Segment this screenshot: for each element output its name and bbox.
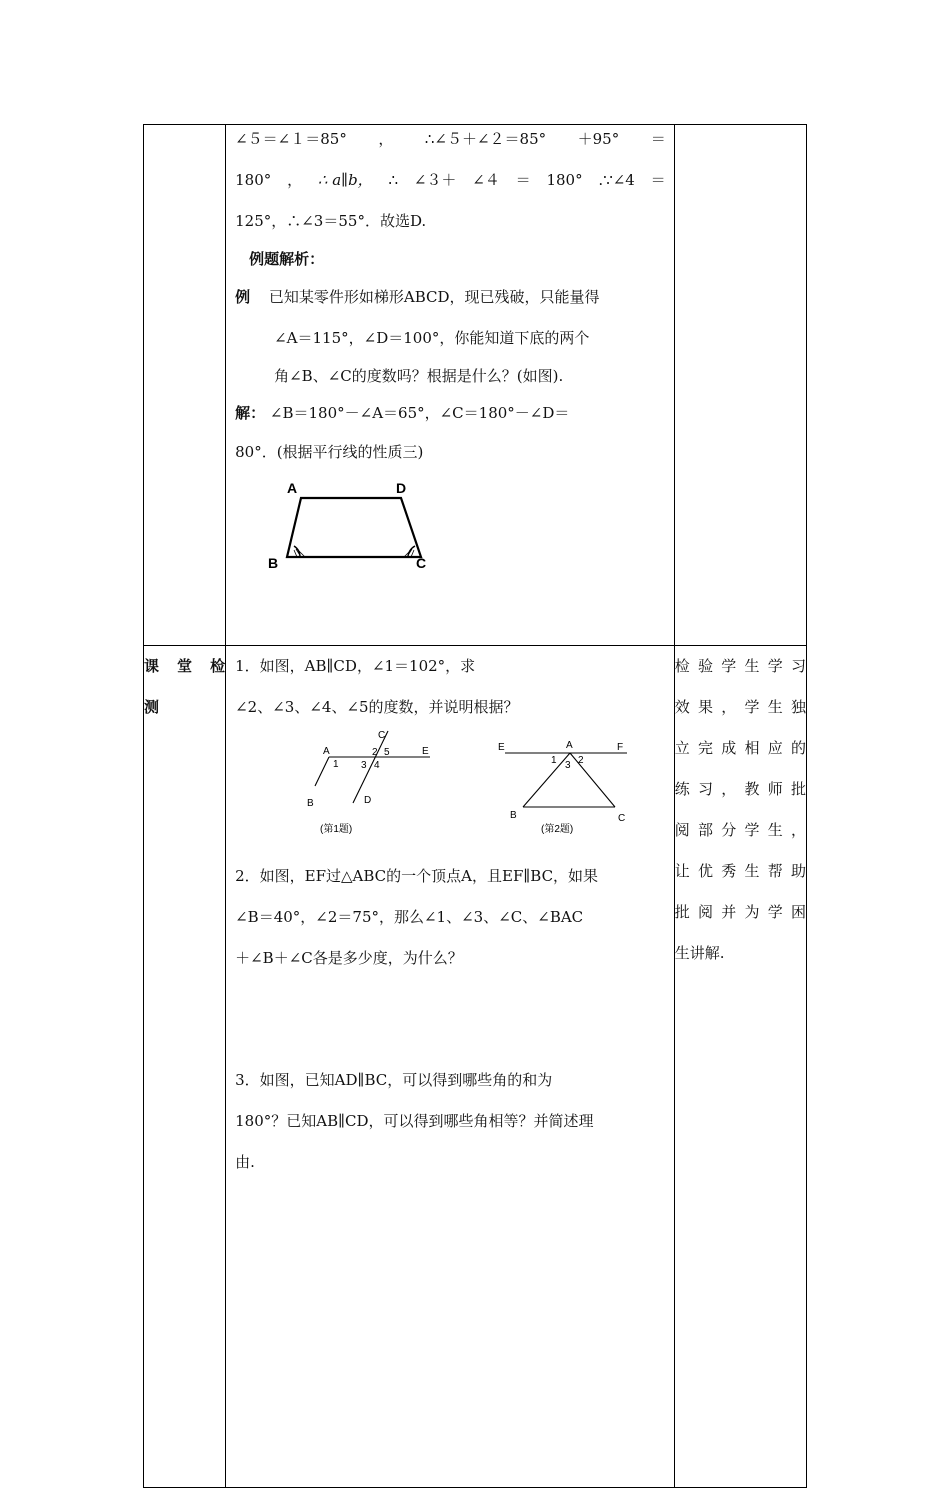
text-segment: 180° (235, 171, 272, 189)
notes-char: 教 (744, 780, 760, 798)
fig1-label-c: C (378, 730, 386, 741)
q2-line-3: ＋∠B＋∠C各是多少度，为什么？ (235, 949, 463, 967)
notes-char: 生 (744, 862, 760, 880)
notes-char: 秀 (721, 862, 737, 880)
trapezoid-shape (287, 498, 421, 557)
figure-2 (496, 728, 636, 846)
solution-label: 解： (235, 404, 266, 422)
trapezoid-figure (259, 480, 459, 580)
notes-last-row (675, 933, 806, 974)
q2-line-2: ∠B＝40°，∠2＝75°，那么∠1、∠3、∠C、∠BAC (235, 908, 584, 926)
notes-row (675, 687, 806, 728)
fig2-caption: (第2题) (541, 824, 574, 835)
vertex-a-label: A (287, 480, 298, 496)
figure-1 (292, 728, 452, 846)
label-char: 检 (210, 657, 226, 675)
text-segment: ＝ (650, 130, 666, 148)
notes-char: 验 (698, 657, 714, 675)
notes-char: 应 (767, 739, 783, 757)
notes-char: 相 (744, 739, 760, 757)
notes-char: 成 (721, 739, 737, 757)
example-line-1 (235, 276, 666, 318)
continued-solution-line-3: 125°，∴∠3＝55°．故选D. (235, 212, 427, 230)
notes-char: 分 (721, 821, 737, 839)
example-row (144, 125, 807, 646)
example-line-2: ∠A＝115°，∠D＝100°，你能知道下底的两个 (274, 329, 590, 347)
q2-line-1: 2．如图，EF过△ABC的一个顶点A，且EF∥BC，如果 (235, 867, 599, 885)
fig2-angle-2: 2 (578, 755, 584, 766)
text-segment: .∵∠4 (598, 171, 635, 189)
line-ab (523, 753, 570, 807)
text-segment: ， (287, 171, 303, 189)
notes-char: 生 (744, 657, 760, 675)
vertex-c-label: C (416, 555, 427, 571)
teaching-notes-cell (674, 646, 806, 1488)
notes-char: 独 (790, 698, 806, 716)
q1-line-2: ∠2、∠3、∠4、∠5的度数，并说明根据？ (235, 698, 519, 716)
notes-char: 生 (767, 698, 783, 716)
text-segment: 180° (546, 171, 583, 189)
exercises-cell (226, 646, 675, 1488)
exercise-figures (235, 728, 666, 850)
notes-char: 为 (744, 903, 760, 921)
fig1-angle-5: 5 (384, 747, 390, 758)
fig2-label-e: E (498, 742, 505, 753)
analysis-heading: 例题解析： (249, 250, 325, 268)
notes-char: 批 (790, 780, 806, 798)
notes-char: 困 (790, 903, 806, 921)
vertex-d-label: D (396, 480, 407, 496)
fig1-angle-3: 3 (361, 760, 367, 771)
example-line-3: 角∠B、∠C的度数吗？根据是什么？(如图). (274, 367, 564, 385)
notes-char: 学 (721, 657, 737, 675)
notes-row (675, 810, 806, 851)
notes-char: 完 (698, 739, 714, 757)
notes-char: 果 (698, 698, 714, 716)
text-segment: ∠４ (472, 171, 500, 189)
notes-char: 立 (674, 739, 690, 757)
text-segment: ， (378, 130, 394, 148)
class-check-row (144, 646, 807, 1488)
fig1-label-e: E (422, 746, 429, 757)
fig1-caption: (第1题) (320, 824, 353, 835)
notes-row (675, 892, 806, 933)
fig1-label-b: B (307, 798, 314, 809)
fig2-label-a: A (566, 740, 573, 751)
fig1-angle-1: 1 (333, 759, 339, 770)
text-segment: ∴ (388, 171, 399, 189)
notes-row (675, 728, 806, 769)
notes-char: 习 (698, 780, 714, 798)
notes-char: 效 (674, 698, 690, 716)
notes-char: ， (790, 821, 806, 839)
label-char: 测 (144, 698, 160, 716)
notes-char: 习 (790, 657, 806, 675)
notes-char: 生 (767, 821, 783, 839)
notes-char: 练 (674, 780, 690, 798)
example-content-cell (226, 125, 675, 646)
notes-char: ， (721, 698, 737, 716)
notes-char: 批 (674, 903, 690, 921)
label-row-2 (144, 687, 225, 728)
continued-solution-line-2 (235, 160, 666, 201)
fig1-angle-2: 2 (372, 747, 378, 758)
notes-char: 让 (674, 862, 690, 880)
empty-label-cell (144, 125, 226, 646)
text-segment: ∴∠５＋∠２＝85° (424, 130, 547, 148)
notes-char: 阅 (674, 821, 690, 839)
q3-line-1: 3．如图，已知AD∥BC，可以得到哪些角的和为 (235, 1071, 553, 1089)
notes-char: 学 (767, 657, 783, 675)
label-row-1 (144, 646, 225, 687)
notes-char: 学 (744, 698, 760, 716)
text-segment: ＋95° (577, 130, 620, 148)
solution-line-1 (235, 393, 666, 434)
notes-rows (675, 646, 806, 933)
class-check-label-cell (144, 646, 226, 1488)
text-segment: ∠３＋ (413, 171, 457, 189)
notes-char: 学 (767, 903, 783, 921)
notes-text: 生讲解. (674, 944, 725, 962)
notes-char: 阅 (698, 903, 714, 921)
text-segment: ∠５＝∠１＝85° (235, 130, 347, 148)
fig2-angle-3: 3 (565, 760, 571, 771)
label-char: 课 (144, 657, 160, 675)
fig2-label-f: F (617, 742, 624, 753)
notes-char: 师 (767, 780, 783, 798)
text-segment: ＝ (515, 171, 531, 189)
notes-row (675, 851, 806, 892)
notes-char: 学 (744, 821, 760, 839)
notes-char: ， (721, 780, 737, 798)
notes-char: 助 (790, 862, 806, 880)
q1-line-1: 1．如图，AB∥CD，∠1＝102°，求 (235, 657, 476, 675)
line-ac (570, 753, 615, 807)
fig1-angle-4: 4 (374, 760, 380, 771)
empty-notes-cell (674, 125, 806, 646)
q3-line-3: 由. (235, 1153, 255, 1171)
notes-row (675, 769, 806, 810)
fig1-label-d: D (364, 795, 372, 806)
fig2-label-b: B (510, 810, 517, 821)
example-label: 例 (235, 288, 251, 306)
notes-char: 部 (698, 821, 714, 839)
fig2-angle-1: 1 (551, 755, 557, 766)
solution-text: ∠B＝180°－∠A＝65°，∠C＝180°－∠D＝ (269, 404, 570, 422)
example-text: 已知某零件形如梯形ABCD，现已残破，只能量得 (268, 288, 600, 306)
text-segment: ∴ a∥b， (317, 171, 373, 189)
vertex-b-label: B (268, 555, 279, 571)
solution-line-2: 80°．(根据平行线的性质三) (235, 443, 424, 461)
line-ab (315, 757, 329, 786)
fig2-label-c: C (618, 813, 626, 824)
notes-row (675, 646, 806, 687)
label-char: 堂 (177, 657, 193, 675)
notes-char: 优 (698, 862, 714, 880)
notes-char: 检 (674, 657, 690, 675)
blank-space (235, 979, 666, 1060)
notes-char: 并 (721, 903, 737, 921)
fig1-label-a: A (323, 746, 330, 757)
lesson-table (143, 124, 807, 1488)
notes-char: 的 (790, 739, 806, 757)
q3-line-2: 180°？已知AB∥CD，可以得到哪些角相等？并简述理 (235, 1112, 594, 1130)
continued-solution-line-1 (235, 119, 666, 160)
notes-char: 帮 (767, 862, 783, 880)
text-segment: ＝ (650, 171, 666, 189)
line-cd (353, 731, 388, 803)
